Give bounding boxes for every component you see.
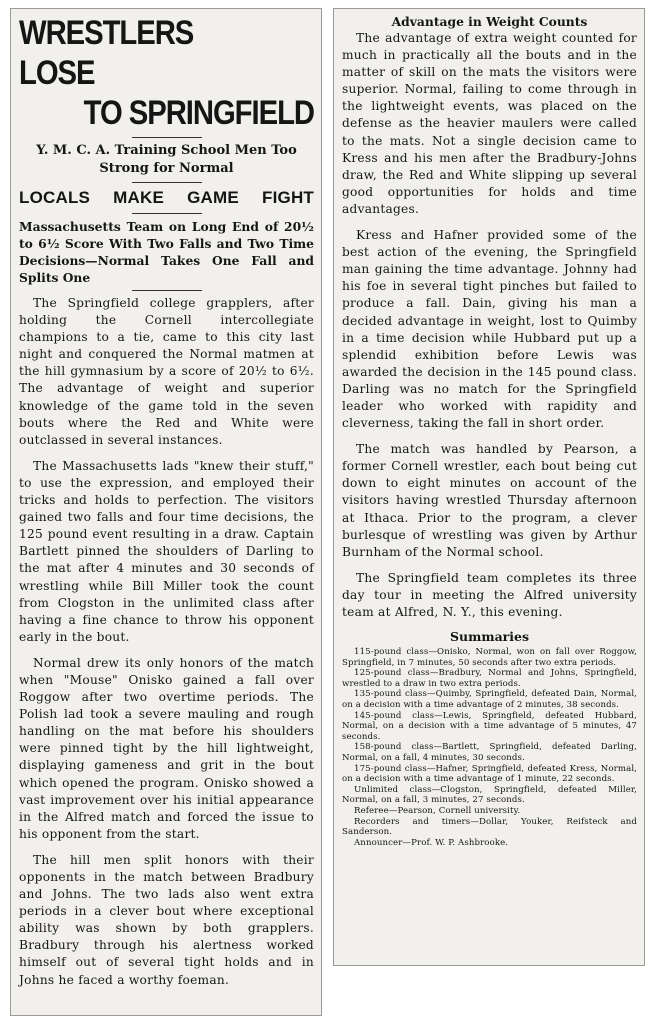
article-paragraph: The advantage of extra weight counted for much in practically all the bouts and in the matter of skill on the mats the visitors were superior. Normal, failing to come through in the lightweight events, was placed on the defense as the heavier maulers were called to the mats. Not a single decision came to Kress and his men after the Bradbury-Johns draw, the Red and White slipping up several good opportunities for holds and time advantages. [342, 31, 637, 216]
summary-line: 158-pound class—Bartlett, Springfield, defeated Darling, Normal, on a fall, 4 minutes, 30 seconds. [342, 742, 637, 764]
divider [132, 213, 202, 214]
divider [132, 290, 202, 291]
article-paragraph: The Springfield team completes its three day tour in meeting the Alfred university team at Alfred, N. Y., this evening. [342, 570, 637, 619]
summary-line: 145-pound class—Lewis, Springfield, defeated Hubbard, Normal, on a decision with a time advantage of 5 minutes, 47 seconds. [342, 710, 637, 742]
article-column-right [333, 8, 645, 966]
headline-line-1: WRESTLERS LOSE [19, 14, 194, 92]
summary-line: 125-pound class—Bradbury, Normal and Johns, Springfield, wrestled to a draw in two extra periods. [342, 668, 637, 689]
article-paragraph: The Massachusetts lads "knew their stuff," to use the expression, and employed their tricks and holds to perfection. The visitors gained two falls and four time decisions, the 125 pound event resulting in a draw. Captain Bartlett pinned the shoulders of Darling to the mat after 4 minutes and 30 seconds of wrestling while Bill Miller took the count from Clogston in the unlimited class after having a fine chance to throw his opponent early in the bout. [19, 458, 314, 644]
summary-line: 135-pound class—Quimby, Springfield, defeated Dain, Normal, on a decision with a time advantage of 2 minutes, 38 seconds. [342, 689, 637, 711]
article-paragraph: Kress and Hafner provided some of the best action of the evening, the Springfield man gaining the time advantage. Johnny had his foe in several tight pinches but failed to produce a fall. Dain, giving his man a decided advantage in weight, lost to Quimby in a time decision while Hubbard put up a splendid exhibition before Lewis was awarded the decision in the 145 pound class. Darling was no match for the Springfield leader who worked with rapidity and cleverness, taking the fall in short order. [342, 228, 637, 431]
summary-line: Referee—Pearson, Cornell university. [354, 806, 521, 816]
article-paragraph: The match was handled by Pearson, a former Cornell wrestler, each bout being cut down to eight minutes on account of the visitors having wrestled Thursday afternoon at Ithaca. Prior to the program, a clever burlesque of wrestling was given by Arthur Burnham of the Normal school. [342, 442, 637, 559]
section-heading: Advantage in Weight Counts [391, 14, 588, 29]
headline-line-2: TO SPRINGFIELD [83, 94, 314, 132]
summary-line: Announcer—Prof. W. P. Ashbrooke. [354, 837, 509, 848]
summaries-heading: Summaries [450, 629, 529, 645]
article-column-left [10, 8, 322, 1016]
article-paragraph: The Springfield college grapplers, after holding the Cornell intercollegiate champions to a tie, came to this city last night and conquered the Normal matmen at the hill gymnasium by a score of 20½ to 6½. The advantage of weight and superior knowledge of the game told in the seven bouts where the Red and White were outclassed in several instances. [19, 296, 314, 447]
article-paragraph: Normal drew its only honors of the match when "Mouse" Onisko gained a fall over Roggow after two overtime periods. The Polish lad took a severe mauling and rough handling on the mat before his shoulders were pinned tight by the hill lightweight, displaying gameness and grit in the bout which opened the program. Onisko showed a vast improvement over his initial appearance in the Alfred match and forced the issue to his opponent from the start. [19, 655, 314, 841]
divider [132, 137, 202, 138]
deck-summary: Massachusetts Team on Long End of 20½ to 6½ Score With Two Falls and Two Time Decisions—Normal Takes One Fall and Splits One [19, 219, 314, 285]
subheadline: Y. M. C. A. Training School Men Too Strong for Normal [36, 143, 297, 176]
summary-line: Recorders and timers—Dollar, Youker, Reifsteck and Sanderson. [342, 816, 637, 838]
summary-line: 175-pound class—Hafner, Springfield, defeated Kress, Normal, on a decision with a time advantage of 1 minute, 22 seconds. [342, 763, 637, 785]
divider [132, 182, 202, 183]
deck-headline: LOCALS MAKE GAME FIGHT [19, 188, 314, 207]
summary-line: Unlimited class—Clogston, Springfield, defeated Miller, Normal, on a fall, 3 minutes, 27 seconds. [342, 784, 637, 806]
article-paragraph: The hill men split honors with their opponents in the match between Bradbury and Johns. The two lads also went extra periods in a clever bout where exceptional ability was shown by both grapplers. Bradbury through his alertness worked himself out of several tight holds and in Johns he faced a worthy foeman. [19, 852, 314, 987]
summary-line: 115-pound class—Onisko, Normal, won on fall over Roggow, Springfield, in 7 minutes, 50 seconds after two extra periods. [342, 647, 637, 668]
